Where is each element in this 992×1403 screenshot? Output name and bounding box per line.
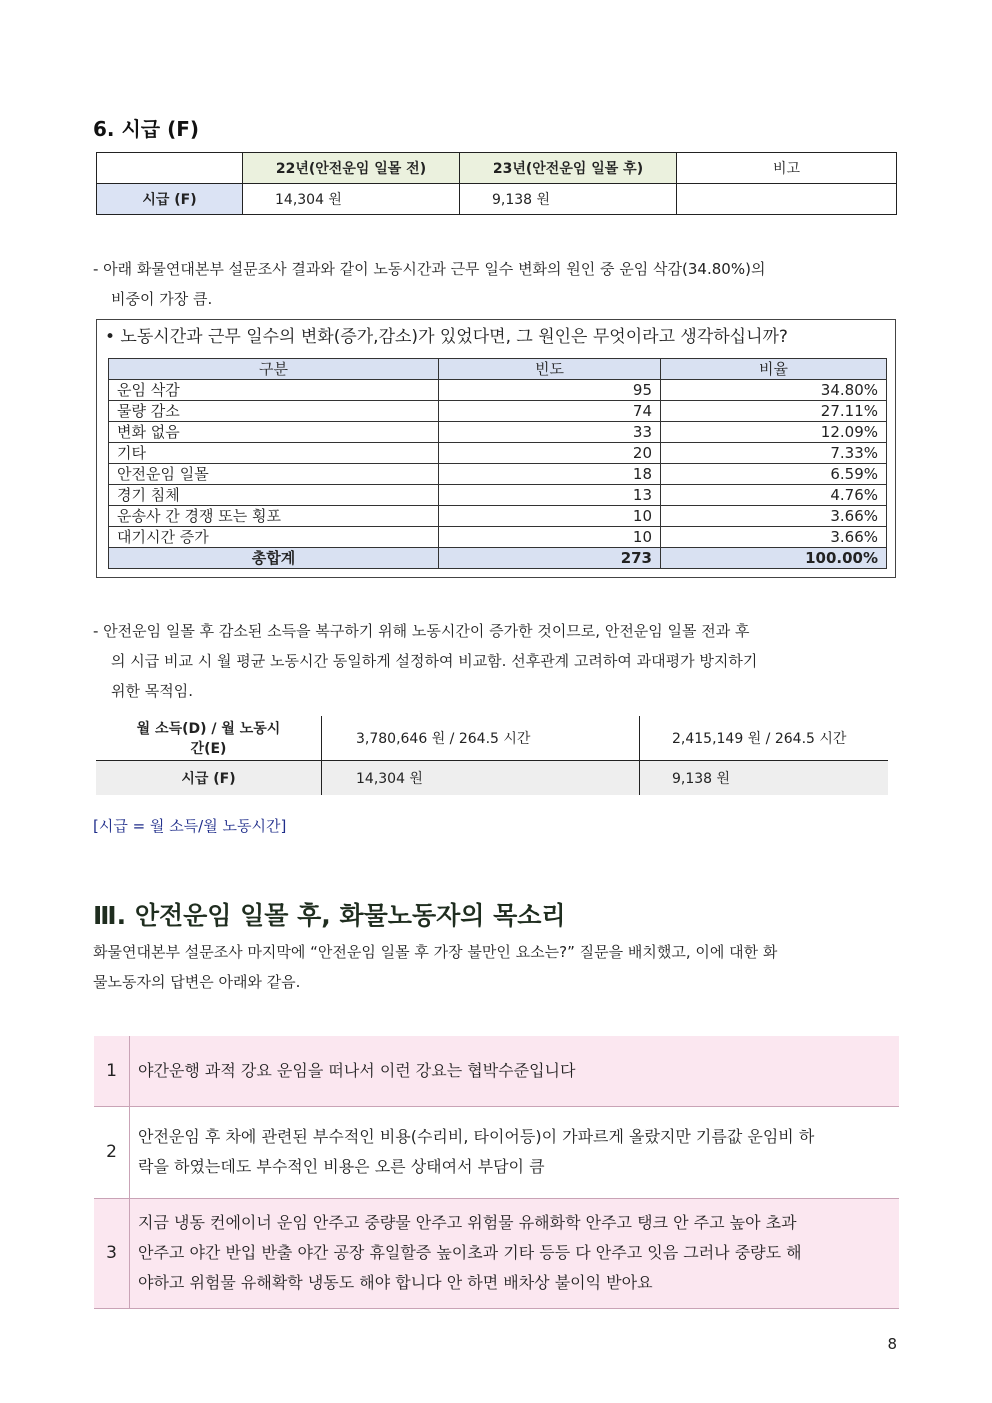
paragraph-line: 위한 목적임. xyxy=(111,682,193,700)
table-cell-note xyxy=(677,184,897,215)
survey-cell-ratio: 27.11% xyxy=(661,401,887,422)
voice-line: 지금 냉동 컨에이너 운임 안주고 중량물 안주고 위험물 유해화학 안주고 탱크 안 주고 높아 초과 xyxy=(138,1213,797,1232)
survey-cell-label: 물량 감소 xyxy=(109,401,439,422)
survey-cell-ratio: 3.66% xyxy=(661,527,887,548)
table-row xyxy=(94,1106,899,1198)
table-row-label: 시급 (F) xyxy=(97,184,243,215)
table-header-blank xyxy=(97,153,243,184)
voice-number: 1 xyxy=(94,1036,130,1106)
voices-table xyxy=(94,1036,899,1309)
paragraph-intro xyxy=(93,937,898,997)
table-cell-after: 9,138 원 xyxy=(460,184,677,215)
table-header-after: 23년(안전운임 일몰 후) xyxy=(460,153,677,184)
survey-cell-ratio: 7.33% xyxy=(661,443,887,464)
survey-cell-ratio: 3.66% xyxy=(661,506,887,527)
paragraph-line: 물노동자의 답변은 아래와 같음. xyxy=(93,973,301,991)
survey-cell-label: 운임 삭감 xyxy=(109,380,439,401)
survey-question: • 노동시간과 근무 일수의 변화(증가,감소)가 있었다면, 그 원인은 무엇이라고 생각하십니까? xyxy=(105,327,788,347)
voice-line: 락을 하였는데도 부수적인 비용은 오른 상태여서 부담이 큼 xyxy=(138,1157,545,1176)
voice-text xyxy=(130,1106,900,1198)
voice-text xyxy=(130,1036,900,1106)
survey-cell-frequency: 33 xyxy=(439,422,661,443)
survey-cell-frequency: 10 xyxy=(439,506,661,527)
table-row xyxy=(109,464,887,485)
calc-label-income-hours xyxy=(96,716,322,761)
table-header-before: 22년(안전운임 일몰 전) xyxy=(243,153,460,184)
voice-number: 2 xyxy=(94,1106,130,1198)
table-row xyxy=(109,506,887,527)
calc-cell-hourly-after: 9,138 원 xyxy=(640,761,889,796)
survey-cell-frequency: 13 xyxy=(439,485,661,506)
table-row xyxy=(109,422,887,443)
survey-header-frequency: 빈도 xyxy=(439,359,661,380)
table-row xyxy=(109,443,887,464)
survey-cell-frequency: 20 xyxy=(439,443,661,464)
calc-cell-hourly-before: 14,304 원 xyxy=(322,761,640,796)
page-number: 8 xyxy=(887,1335,897,1353)
voice-line: 야하고 위험물 유해확학 냉동도 해야 합니다 안 하면 배차상 불이익 받아요 xyxy=(138,1273,653,1292)
calc-label-line: 간(E) xyxy=(190,741,227,757)
voice-line: 안주고 야간 반입 반출 야간 공장 휴일할증 높이초과 기타 등등 다 안주고 잇음 그러나 중량도 해 xyxy=(138,1243,802,1262)
formula-note: [시급 = 월 소득/월 노동시간] xyxy=(93,817,287,835)
voice-line: 야간운행 과적 강요 운임을 떠나서 이런 강요는 협박수준입니다 xyxy=(138,1060,576,1080)
calc-cell-before: 3,780,646 원 / 264.5 시간 xyxy=(322,716,640,761)
calc-cell-after: 2,415,149 원 / 264.5 시간 xyxy=(672,731,847,747)
survey-cell-ratio: 4.76% xyxy=(661,485,887,506)
survey-total-row xyxy=(109,548,887,569)
hourly-wage-table xyxy=(96,152,897,215)
survey-cell-label: 변화 없음 xyxy=(109,422,439,443)
survey-header-category: 구분 xyxy=(109,359,439,380)
table-cell-before: 14,304 원 xyxy=(243,184,460,215)
paragraph-line: - 아래 화물연대본부 설문조사 결과와 같이 노동시간과 근무 일수 변화의 원인 중 운임 삭감(34.80%)의 xyxy=(93,260,766,278)
table-row xyxy=(109,527,887,548)
survey-cell-frequency: 18 xyxy=(439,464,661,485)
voice-number: 3 xyxy=(94,1198,130,1308)
hourly-wage-calc-table xyxy=(96,716,888,795)
survey-table xyxy=(108,358,887,569)
survey-cell-label: 대기시간 증가 xyxy=(109,527,439,548)
paragraph-line: 화물연대본부 설문조사 마지막에 “안전운임 일몰 후 가장 불만인 요소는?” 질문을 배치했고, 이에 대한 화 xyxy=(93,943,778,961)
survey-total-label: 총합계 xyxy=(109,548,439,569)
table-row xyxy=(109,485,887,506)
section-heading-hourly-wage: 6. 시급 (F) xyxy=(93,117,200,141)
survey-box xyxy=(96,319,896,578)
section-heading-voices: Ⅲ. 안전운임 일몰 후, 화물노동자의 목소리 xyxy=(93,901,566,930)
table-row xyxy=(94,1036,899,1106)
paragraph-line: 의 시급 비교 시 월 평균 노동시간 동일하게 설정하여 비교함. 선후관계 고려하여 과대평가 방지하기 xyxy=(111,652,758,670)
paragraph-line: 비중이 가장 큼. xyxy=(111,290,213,308)
survey-cell-ratio: 6.59% xyxy=(661,464,887,485)
paragraph-methodology xyxy=(93,616,898,706)
paragraph-survey-summary xyxy=(93,254,898,314)
table-row xyxy=(94,1198,899,1308)
survey-cell-label: 운송사 간 경쟁 또는 횡포 xyxy=(109,506,439,527)
survey-cell-frequency: 95 xyxy=(439,380,661,401)
calc-label-line: 월 소득(D) / 월 노동시 xyxy=(136,721,281,737)
survey-cell-label: 경기 침체 xyxy=(109,485,439,506)
survey-total-frequency: 273 xyxy=(439,548,661,569)
voice-text xyxy=(130,1198,900,1308)
table-row xyxy=(109,401,887,422)
survey-cell-frequency: 74 xyxy=(439,401,661,422)
voice-line: 안전운임 후 차에 관련된 부수적인 비용(수리비, 타이어등)이 가파르게 올랐지만 기름값 운임비 하 xyxy=(138,1127,815,1146)
survey-cell-label: 기타 xyxy=(109,443,439,464)
survey-cell-frequency: 10 xyxy=(439,527,661,548)
table-row xyxy=(109,380,887,401)
calc-label-hourly: 시급 (F) xyxy=(96,761,322,796)
survey-total-ratio: 100.00% xyxy=(661,548,887,569)
survey-cell-ratio: 12.09% xyxy=(661,422,887,443)
table-header-note: 비고 xyxy=(677,153,897,184)
survey-cell-ratio: 34.80% xyxy=(661,380,887,401)
survey-cell-label: 안전운임 일몰 xyxy=(109,464,439,485)
survey-header-ratio: 비율 xyxy=(661,359,887,380)
paragraph-line: - 안전운임 일몰 후 감소된 소득을 복구하기 위해 노동시간이 증가한 것이므로, 안전운임 일몰 전과 후 xyxy=(93,622,750,640)
